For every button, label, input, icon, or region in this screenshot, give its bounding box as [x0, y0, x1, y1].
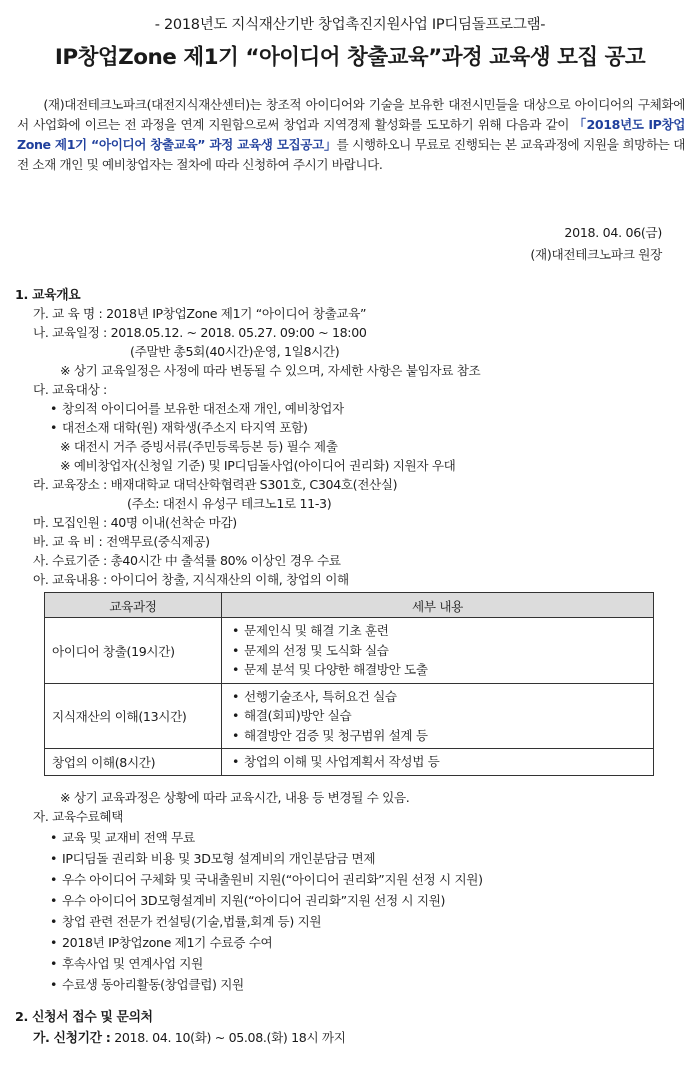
benefit-item: • 수료생 동아리활동(창업클럽) 지원: [50, 977, 244, 992]
document-subtitle: - 2018년도 지식재산기반 창업촉진지원사업 IP디딤돌프로그램-: [154, 17, 546, 33]
announcement-date: 2018. 04. 06(금): [564, 225, 662, 240]
detail-item: • 문제 분석 및 다양한 해결방안 도출: [232, 660, 653, 680]
benefit-item: • IP디딤돌 권리화 비용 및 3D모형 설계비의 개인분담금 면제: [50, 851, 376, 866]
details-cell: [222, 618, 654, 684]
capacity: 마. 모집인원 : 40명 이내(선착순 마감): [33, 515, 237, 530]
bullet-icon: •: [50, 914, 58, 929]
course-cell: 지식재산의 이해(13시간): [45, 683, 222, 749]
document-title: IP창업Zone 제1기 “아이디어 창출교육”과정 교육생 모집 공고: [54, 45, 646, 70]
course-cell: 창업의 이해(8시간): [45, 749, 222, 776]
bullet-icon: •: [50, 830, 58, 845]
bullet-icon: •: [50, 851, 58, 866]
bullet-icon: •: [232, 662, 240, 677]
detail-item: • 해결(회피)방안 실습: [232, 706, 653, 726]
target-item: • 대전소재 대학(원) 재학생(주소지 타지역 포함): [50, 420, 308, 435]
bullet-icon: •: [50, 935, 58, 950]
detail-item: • 해결방안 검증 및 청구범위 설계 등: [232, 726, 653, 746]
bullet-icon: •: [50, 420, 58, 435]
benefit-item: • 창업 관련 전문가 컨설팅(기술,법률,회계 등) 지원: [50, 914, 322, 929]
target-heading: 다. 교육대상 :: [33, 382, 107, 397]
intro-text-2: 를 시행하오니 무료로 진행되는 본 교육과정에 지원을 희망하는 대전 소재 개인 및 예비창업자는 절차에 따라 신청하여 주시기 바랍니다.: [17, 137, 685, 172]
table-note: ※ 상기 교육과정은 상황에 따라 교육시간, 내용 등 변경될 수 있음.: [60, 790, 410, 805]
target-note: ※ 대전시 거주 증빙서류(주민등록등본 등) 필수 제출: [60, 439, 338, 454]
section-2-heading: 2. 신청서 접수 및 문의처: [15, 1010, 153, 1025]
bullet-icon: •: [50, 956, 58, 971]
application-period: [33, 1027, 346, 1046]
course-table: [44, 592, 654, 776]
benefit-item: • 2018년 IP창업zone 제1기 수료증 수여: [50, 935, 273, 950]
bullet-icon: •: [50, 977, 58, 992]
bullet-icon: •: [232, 708, 240, 723]
period-value: 2018. 04. 10(화) ~ 05.08.(화) 18시 까지: [110, 1030, 346, 1045]
course-fee: 바. 교 육 비 : 전액무료(중식제공): [33, 534, 210, 549]
detail-item: • 문제의 선정 및 도식화 실습: [232, 641, 653, 661]
benefit-item: • 후속사업 및 연계사업 지원: [50, 956, 203, 971]
detail-item: • 창업의 이해 및 사업계획서 작성법 등: [232, 752, 653, 772]
bullet-icon: •: [232, 688, 240, 704]
intro-paragraph: [17, 95, 685, 175]
period-label: 가. 신청기간 :: [33, 1031, 111, 1046]
table-header: 세부 내용: [222, 593, 654, 618]
course-name: 가. 교 육 명 : 2018년 IP창업Zone 제1기 “아이디어 창출교육”: [33, 306, 367, 321]
course-cell: 아이디어 창출(19시간): [45, 618, 222, 684]
course-location: 라. 교육장소 : 배재대학교 대덕산학협력관 S301호, C304호(전산실): [33, 477, 398, 492]
schedule-detail: (주말반 총5회(40시간)운영, 1일8시간): [130, 344, 340, 359]
bullet-icon: •: [232, 754, 240, 769]
table-row: [45, 618, 654, 684]
detail-item: • 선행기술조사, 특허요건 실습: [232, 687, 653, 707]
detail-item: • 문제인식 및 해결 기초 훈련: [232, 621, 653, 641]
target-note: ※ 예비창업자(신청일 기준) 및 IP디딤돌사업(아이디어 권리화) 지원자 우대: [60, 458, 456, 473]
bullet-icon: •: [50, 893, 58, 908]
bullet-icon: •: [232, 727, 240, 743]
bullet-icon: •: [50, 872, 58, 887]
intro-highlight: 「2018년도 IP창업Zone 제1기 “아이디어 창출교육” 과정 교육생 모집공고」: [17, 117, 685, 152]
completion-criteria: 사. 수료기준 : 총40시간 中 출석률 80% 이상인 경우 수료: [33, 553, 341, 568]
intro-text-1: (재)대전테크노파크(대전지식재산센터)는 창조적 아이디어와 기술을 보유한 대전시민들을 대상으로 아이디어의 구체화에서 사업화에 이르는 전 과정을 연계 지원함으로써 창업과 지역경제 활성화를 도모하기 위해 다음과 같이: [17, 97, 685, 132]
details-cell: [222, 749, 654, 776]
table-row: [45, 683, 654, 749]
table-header-row: [45, 593, 654, 618]
target-item: • 창의적 아이디어를 보유한 대전소재 개인, 예비창업자: [50, 401, 344, 416]
benefit-item: • 우수 아이디어 3D모형설계비 지원(“아이디어 권리화”지원 선정 시 지원): [50, 893, 446, 908]
section-1-heading: 1. 교육개요: [15, 288, 81, 303]
course-schedule: 나. 교육일정 : 2018.05.12. ~ 2018. 05.27. 09:00 ~ 18:00: [33, 325, 367, 340]
benefit-item: • 교육 및 교재비 전액 무료: [50, 830, 195, 845]
issuer-name: (재)대전테크노파크 원장: [530, 247, 662, 262]
course-content: 아. 교육내용 : 아이디어 창출, 지식재산의 이해, 창업의 이해: [33, 572, 349, 587]
location-address: (주소: 대전시 유성구 테크노1로 11-3): [127, 496, 332, 511]
details-cell: [222, 683, 654, 749]
table-header: 교육과정: [45, 593, 222, 618]
bullet-icon: •: [232, 642, 240, 658]
bullet-icon: •: [50, 401, 58, 416]
table-row: [45, 749, 654, 776]
schedule-note: ※ 상기 교육일정은 사정에 따라 변동될 수 있으며, 자세한 사항은 붙임자료 참조: [60, 363, 481, 378]
bullet-icon: •: [232, 623, 240, 638]
benefit-item: • 우수 아이디어 구체화 및 국내출원비 지원(“아이디어 권리화”지원 선정 시 지원): [50, 872, 483, 887]
benefits-heading: 자. 교육수료혜택: [33, 809, 124, 824]
